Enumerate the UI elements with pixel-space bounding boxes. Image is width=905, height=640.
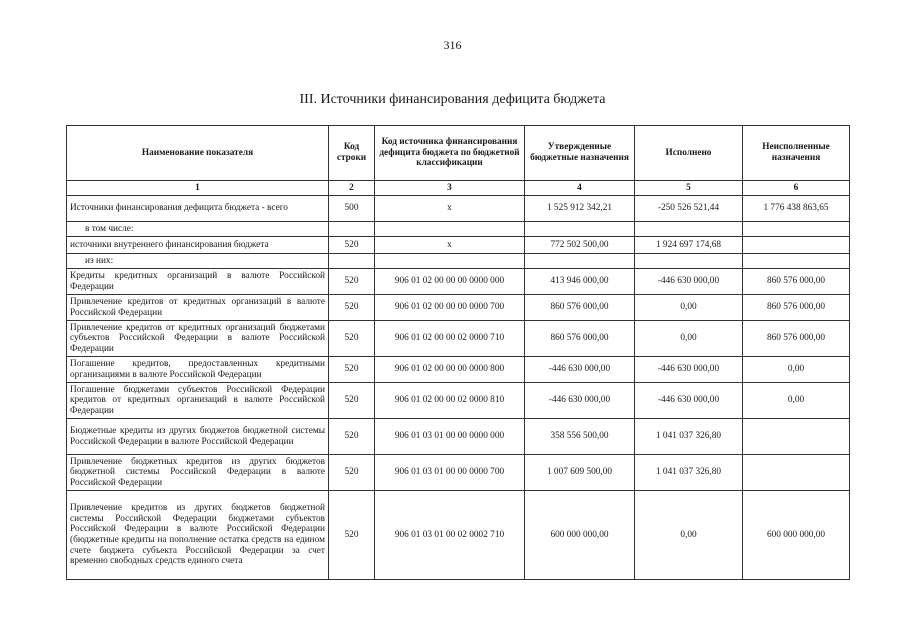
table-row	[67, 254, 850, 269]
row-executed: -446 630 000,00	[635, 357, 743, 383]
row-source-code: x	[375, 237, 525, 254]
row-approved: -446 630 000,00	[525, 357, 635, 383]
row-name: Привлечение бюджетных кредитов из других бюджетов бюджетной системы Российской Федерации в валюте Российской Федерации	[67, 455, 329, 491]
row-unexecuted: 1 776 438 863,65	[743, 196, 850, 222]
row-name: Привлечение кредитов из других бюджетов бюджетной системы Российской Федерации бюджетами субъектов Российской Федерации в валюте Российской Федерации (бюджетные кредиты на пополнение остатка средств на едином счете бюджета субъекта Российской Федерации за счет временно свободных средств единого счета	[67, 491, 329, 580]
row-name: в том числе:	[67, 222, 329, 237]
row-executed: -446 630 000,00	[635, 269, 743, 295]
row-executed: 0,00	[635, 321, 743, 357]
row-approved: 860 576 000,00	[525, 321, 635, 357]
column-number: 5	[635, 181, 743, 196]
row-code: 520	[329, 491, 375, 580]
table-row	[67, 455, 850, 491]
row-approved: 1 525 912 342,21	[525, 196, 635, 222]
table-row	[67, 491, 850, 580]
row-code: 520	[329, 419, 375, 455]
row-executed: 1 041 037 326,80	[635, 455, 743, 491]
column-number: 3	[375, 181, 525, 196]
table-row	[67, 269, 850, 295]
row-code: 520	[329, 237, 375, 254]
column-number-row	[67, 181, 850, 196]
row-unexecuted	[743, 237, 850, 254]
deficit-financing-table	[66, 125, 850, 580]
header-unexecuted: Неисполненные назначения	[743, 126, 850, 181]
row-name: Кредиты кредитных организаций в валюте Российской Федерации	[67, 269, 329, 295]
row-name: Погашение бюджетами субъектов Российской Федерации кредитов от кредитных организаций в валюте Российской Федерации	[67, 383, 329, 419]
table-row	[67, 196, 850, 222]
row-unexecuted	[743, 455, 850, 491]
row-source-code: 906 01 02 00 00 00 0000 700	[375, 295, 525, 321]
column-number: 1	[67, 181, 329, 196]
table-row	[67, 222, 850, 237]
column-number: 2	[329, 181, 375, 196]
row-unexecuted: 860 576 000,00	[743, 295, 850, 321]
row-unexecuted: 0,00	[743, 357, 850, 383]
row-source-code: 906 01 02 00 00 02 0000 810	[375, 383, 525, 419]
row-source-code: x	[375, 196, 525, 222]
row-approved: 600 000 000,00	[525, 491, 635, 580]
row-code: 520	[329, 357, 375, 383]
header-indicator-name: Наименование показателя	[67, 126, 329, 181]
row-approved: -446 630 000,00	[525, 383, 635, 419]
row-code: 500	[329, 196, 375, 222]
row-approved: 772 502 500,00	[525, 237, 635, 254]
row-approved	[525, 254, 635, 269]
row-executed	[635, 254, 743, 269]
row-unexecuted: 600 000 000,00	[743, 491, 850, 580]
row-name: Погашение кредитов, предоставленных кредитными организациями в валюте Российской Федерации	[67, 357, 329, 383]
header-executed: Исполнено	[635, 126, 743, 181]
column-number: 4	[525, 181, 635, 196]
row-unexecuted: 860 576 000,00	[743, 269, 850, 295]
row-executed: 1 924 697 174,68	[635, 237, 743, 254]
row-code	[329, 254, 375, 269]
row-code: 520	[329, 455, 375, 491]
row-code: 520	[329, 321, 375, 357]
row-source-code: 906 01 03 01 00 00 0000 000	[375, 419, 525, 455]
table-row	[67, 357, 850, 383]
row-name: Привлечение кредитов от кредитных организаций бюджетами субъектов Российской Федерации в валюте Российской Федерации	[67, 321, 329, 357]
row-source-code: 906 01 03 01 00 00 0000 700	[375, 455, 525, 491]
row-executed	[635, 222, 743, 237]
row-unexecuted	[743, 419, 850, 455]
row-approved	[525, 222, 635, 237]
row-name: Источники финансирования дефицита бюджета - всего	[67, 196, 329, 222]
row-unexecuted: 0,00	[743, 383, 850, 419]
row-code: 520	[329, 269, 375, 295]
row-unexecuted	[743, 222, 850, 237]
row-unexecuted: 860 576 000,00	[743, 321, 850, 357]
header-approved: Утвержденные бюджетные назначения	[525, 126, 635, 181]
row-approved: 860 576 000,00	[525, 295, 635, 321]
header-line-code: Код строки	[329, 126, 375, 181]
row-name: из них:	[67, 254, 329, 269]
row-executed: 1 041 037 326,80	[635, 419, 743, 455]
row-name: Бюджетные кредиты из других бюджетов бюджетной системы Российской Федерации в валюте Российской Федерации	[67, 419, 329, 455]
row-code	[329, 222, 375, 237]
table-row	[67, 295, 850, 321]
row-source-code: 906 01 03 01 00 02 0002 710	[375, 491, 525, 580]
row-executed: -250 526 521,44	[635, 196, 743, 222]
table-row	[67, 419, 850, 455]
row-unexecuted	[743, 254, 850, 269]
row-source-code: 906 01 02 00 00 00 0000 800	[375, 357, 525, 383]
row-approved: 413 946 000,00	[525, 269, 635, 295]
row-executed: -446 630 000,00	[635, 383, 743, 419]
page-number: 316	[443, 38, 462, 52]
section-title: III. Источники финансирования дефицита бюджета	[299, 92, 606, 107]
row-code: 520	[329, 295, 375, 321]
table-row	[67, 383, 850, 419]
row-source-code: 906 01 02 00 00 00 0000 000	[375, 269, 525, 295]
row-source-code	[375, 222, 525, 237]
row-approved: 358 556 500,00	[525, 419, 635, 455]
table-row	[67, 321, 850, 357]
column-number: 6	[743, 181, 850, 196]
row-executed: 0,00	[635, 491, 743, 580]
row-name: источники внутреннего финансирования бюджета	[67, 237, 329, 254]
row-code: 520	[329, 383, 375, 419]
header-source-code: Код источника финансирования дефицита бюджета по бюджетной классификации	[375, 126, 525, 181]
row-approved: 1 007 609 500,00	[525, 455, 635, 491]
row-source-code: 906 01 02 00 00 02 0000 710	[375, 321, 525, 357]
row-name: Привлечение кредитов от кредитных организаций в валюте Российской Федерации	[67, 295, 329, 321]
header-row	[67, 126, 850, 181]
row-source-code	[375, 254, 525, 269]
row-executed: 0,00	[635, 295, 743, 321]
table-row	[67, 237, 850, 254]
